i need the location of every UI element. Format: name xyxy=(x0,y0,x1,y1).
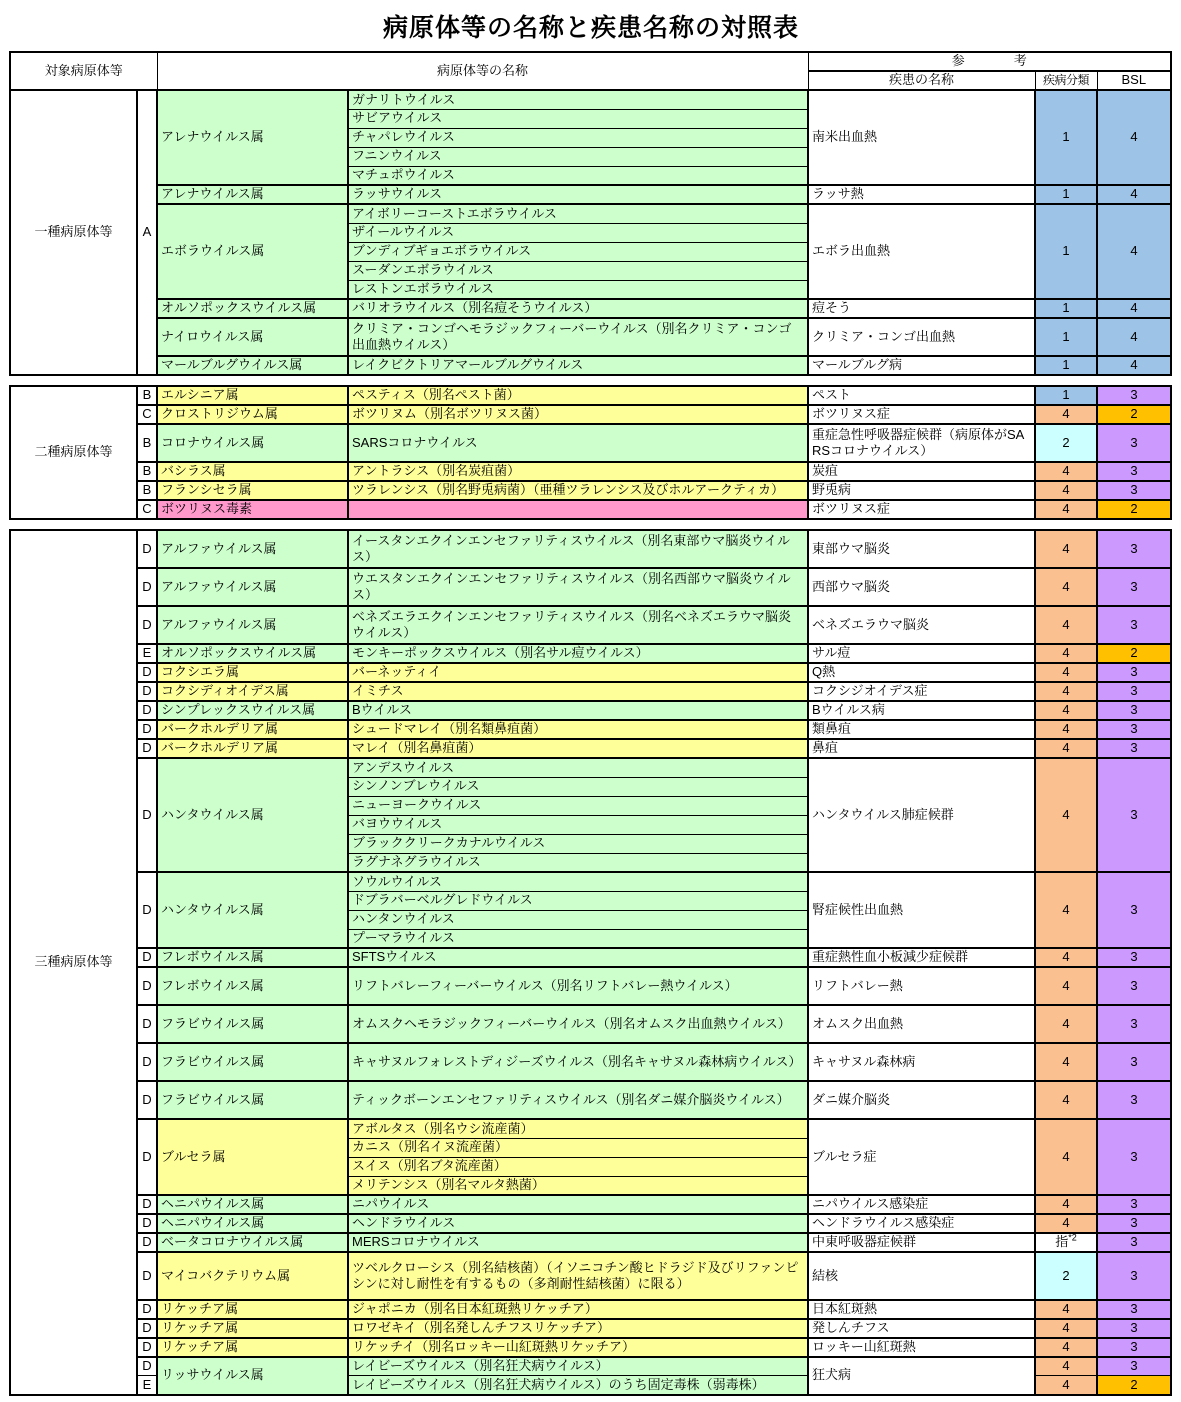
species-cell: ティックボーンエンセファリティスウイルス（別名ダニ媒介脳炎ウイルス） xyxy=(348,1081,808,1119)
header-reference: 参 考 xyxy=(808,52,1171,71)
disease-cell: Bウイルス病 xyxy=(808,701,1035,720)
letter-cell: D xyxy=(137,739,157,758)
header-pathogen-name: 病原体等の名称 xyxy=(157,52,808,90)
species-cell: アントラシス（別名炭疽菌） xyxy=(348,462,808,481)
letter-cell: D xyxy=(137,530,157,568)
class-cell: 4 xyxy=(1035,948,1097,967)
species-cell: ツラレンシス（別名野兎病菌）（亜種ツラレンシス及びホルアークティカ） xyxy=(348,481,808,500)
bsl-cell: 3 xyxy=(1097,739,1171,758)
species-cell: フニンウイルス xyxy=(348,147,808,166)
species-cell: アイボリーコーストエボラウイルス xyxy=(348,204,808,223)
bsl-cell: 3 xyxy=(1097,1338,1171,1357)
species-cell: メリテンシス（別名マルタ熱菌） xyxy=(348,1176,808,1195)
section-label: 三種病原体等 xyxy=(10,530,137,1395)
species-cell: ソウルウイルス xyxy=(348,872,808,891)
genus-cell: ヘニパウイルス属 xyxy=(157,1214,348,1233)
letter-cell: D xyxy=(137,758,157,872)
bsl-cell: 3 xyxy=(1097,1233,1171,1252)
disease-cell: 腎症候性出血熱 xyxy=(808,872,1035,948)
species-cell: ザイールウイルス xyxy=(348,223,808,242)
main-table-section-3 xyxy=(9,529,1172,1396)
species-cell: レイビーズウイルス（別名狂犬病ウイルス） xyxy=(348,1357,808,1376)
class-cell: 4 xyxy=(1035,481,1097,500)
main-table-section-2 xyxy=(9,385,1172,520)
class-cell: 4 xyxy=(1035,1005,1097,1043)
letter-cell: D xyxy=(137,872,157,948)
species-cell: ロワゼキイ（別名発しんチフスリケッチア） xyxy=(348,1319,808,1338)
letter-cell: D xyxy=(137,663,157,682)
disease-cell: サル痘 xyxy=(808,644,1035,663)
bsl-cell: 3 xyxy=(1097,967,1171,1005)
genus-cell: マイコバクテリウム属 xyxy=(157,1252,348,1300)
species-cell: レイクビクトリアマールブルグウイルス xyxy=(348,356,808,375)
genus-cell: リケッチア属 xyxy=(157,1319,348,1338)
disease-cell: ダニ媒介脳炎 xyxy=(808,1081,1035,1119)
species-cell: ニパウイルス xyxy=(348,1195,808,1214)
genus-cell: コクシエラ属 xyxy=(157,663,348,682)
letter-cell: D xyxy=(137,720,157,739)
bsl-cell: 3 xyxy=(1097,462,1171,481)
bsl-cell: 3 xyxy=(1097,663,1171,682)
genus-cell: フラビウイルス属 xyxy=(157,1081,348,1119)
genus-cell: コクシディオイデス属 xyxy=(157,682,348,701)
bsl-cell: 3 xyxy=(1097,1357,1171,1376)
letter-cell: B xyxy=(137,424,157,462)
class-cell: 4 xyxy=(1035,1338,1097,1357)
class-cell: 1 xyxy=(1035,185,1097,204)
disease-cell: リフトバレー熱 xyxy=(808,967,1035,1005)
genus-cell: リケッチア属 xyxy=(157,1300,348,1319)
letter-cell: D xyxy=(137,1338,157,1357)
bsl-cell: 4 xyxy=(1097,299,1171,318)
disease-cell: マールブルグ病 xyxy=(808,356,1035,375)
species-cell: ドブラバーベルグレドウイルス xyxy=(348,891,808,910)
genus-cell: ヘニパウイルス属 xyxy=(157,1195,348,1214)
class-cell: 1 xyxy=(1035,318,1097,356)
bsl-cell: 3 xyxy=(1097,1300,1171,1319)
disease-cell: ロッキー山紅斑熱 xyxy=(808,1338,1035,1357)
class-cell: 4 xyxy=(1035,1119,1097,1195)
species-cell: MERSコロナウイルス xyxy=(348,1233,808,1252)
species-cell: レイビーズウイルス（別名狂犬病ウイルス）のうち固定毒株（弱毒株） xyxy=(348,1376,808,1395)
bsl-cell: 4 xyxy=(1097,204,1171,299)
genus-cell: オルソポックスウイルス属 xyxy=(157,644,348,663)
class-cell: 4 xyxy=(1035,1043,1097,1081)
class-cell: 4 xyxy=(1035,701,1097,720)
species-cell: バリオラウイルス（別名痘そうウイルス） xyxy=(348,299,808,318)
species-cell: ブンディブギョエボラウイルス xyxy=(348,242,808,261)
species-cell: ハンタンウイルス xyxy=(348,910,808,929)
genus-cell: マールブルグウイルス属 xyxy=(157,356,348,375)
species-cell: バヨウウイルス xyxy=(348,815,808,834)
disease-cell: 重症急性呼吸器症候群（病原体がSARSコロナウイルス） xyxy=(808,424,1035,462)
disease-cell: オムスク出血熱 xyxy=(808,1005,1035,1043)
disease-cell: ベネズエラウマ脳炎 xyxy=(808,606,1035,644)
class-cell: 4 xyxy=(1035,720,1097,739)
class-cell: 4 xyxy=(1035,500,1097,519)
disease-cell: コクシジオイデス症 xyxy=(808,682,1035,701)
species-cell: ラッサウイルス xyxy=(348,185,808,204)
section-label: 一種病原体等 xyxy=(10,90,137,375)
genus-cell: ナイロウイルス属 xyxy=(157,318,348,356)
letter-cell: D xyxy=(137,1081,157,1119)
bsl-cell: 4 xyxy=(1097,90,1171,185)
species-cell: リフトバレーフィーバーウイルス（別名リフトバレー熱ウイルス） xyxy=(348,967,808,1005)
disease-cell: キャサヌル森林病 xyxy=(808,1043,1035,1081)
species-cell: オムスクヘモラジックフィーバーウイルス（別名オムスク出血熱ウイルス） xyxy=(348,1005,808,1043)
class-cell: 2 xyxy=(1035,424,1097,462)
disease-cell: 重症熱性血小板減少症候群 xyxy=(808,948,1035,967)
species-cell: マチュポウイルス xyxy=(348,166,808,185)
species-cell: ガナリトウイルス xyxy=(348,90,808,109)
class-cell: 2 xyxy=(1035,1252,1097,1300)
genus-cell: ボツリヌス毒素 xyxy=(157,500,348,519)
section-body-1 xyxy=(10,90,1171,375)
species-cell: ヘンドラウイルス xyxy=(348,1214,808,1233)
letter-cell: D xyxy=(137,682,157,701)
disease-cell: 東部ウマ脳炎 xyxy=(808,530,1035,568)
letter-cell: D xyxy=(137,1357,157,1376)
species-cell: リケッチイ（別名ロッキー山紅斑熱リケッチア） xyxy=(348,1338,808,1357)
genus-cell: アルファウイルス属 xyxy=(157,606,348,644)
species-cell: クリミア・コンゴヘモラジックフィーバーウイルス（別名クリミア・コンゴ出血熱ウイルス） xyxy=(348,318,808,356)
species-cell: ラグナネグラウイルス xyxy=(348,853,808,872)
class-cell: 4 xyxy=(1035,758,1097,872)
section-body-3 xyxy=(10,530,1171,1395)
genus-cell: オルソポックスウイルス属 xyxy=(157,299,348,318)
letter-cell: D xyxy=(137,1319,157,1338)
disease-cell: 炭疽 xyxy=(808,462,1035,481)
bsl-cell: 3 xyxy=(1097,568,1171,606)
class-cell: 1 xyxy=(1035,386,1097,405)
species-cell: ボツリヌム（別名ボツリヌス菌） xyxy=(348,405,808,424)
class-cell: 4 xyxy=(1035,682,1097,701)
bsl-cell: 2 xyxy=(1097,644,1171,663)
class-cell: 4 xyxy=(1035,1081,1097,1119)
bsl-cell: 3 xyxy=(1097,1119,1171,1195)
genus-cell: フラビウイルス属 xyxy=(157,1043,348,1081)
species-cell: ジャポニカ（別名日本紅斑熱リケッチア） xyxy=(348,1300,808,1319)
letter-cell: C xyxy=(137,500,157,519)
class-cell: 4 xyxy=(1035,1357,1097,1376)
class-cell: 4 xyxy=(1035,739,1097,758)
disease-cell: 野兎病 xyxy=(808,481,1035,500)
class-cell: 4 xyxy=(1035,1214,1097,1233)
bsl-cell: 3 xyxy=(1097,1252,1171,1300)
bsl-cell: 3 xyxy=(1097,1319,1171,1338)
species-cell: Bウイルス xyxy=(348,701,808,720)
letter-cell: C xyxy=(137,405,157,424)
disease-cell: Q熱 xyxy=(808,663,1035,682)
class-cell: 4 xyxy=(1035,1376,1097,1395)
class-cell: 4 xyxy=(1035,872,1097,948)
letter-cell: E xyxy=(137,1376,157,1395)
species-cell: SARSコロナウイルス xyxy=(348,424,808,462)
species-cell: サビアウイルス xyxy=(348,109,808,128)
genus-cell: アレナウイルス属 xyxy=(157,90,348,185)
bsl-cell: 3 xyxy=(1097,682,1171,701)
bsl-cell: 4 xyxy=(1097,185,1171,204)
letter-cell: B xyxy=(137,462,157,481)
disease-cell: 鼻疽 xyxy=(808,739,1035,758)
bsl-cell: 3 xyxy=(1097,701,1171,720)
disease-cell: クリミア・コンゴ出血熱 xyxy=(808,318,1035,356)
species-cell: ペスティス（別名ペスト菌） xyxy=(348,386,808,405)
disease-cell: 狂犬病 xyxy=(808,1357,1035,1395)
header-target-pathogen: 対象病原体等 xyxy=(10,52,157,90)
letter-cell: D xyxy=(137,1005,157,1043)
disease-cell: ペスト xyxy=(808,386,1035,405)
class-cell: 4 xyxy=(1035,967,1097,1005)
genus-cell: アルファウイルス属 xyxy=(157,530,348,568)
genus-cell: ハンタウイルス属 xyxy=(157,872,348,948)
disease-cell: エボラ出血熱 xyxy=(808,204,1035,299)
class-cell: 1 xyxy=(1035,90,1097,185)
species-cell: バーネッティイ xyxy=(348,663,808,682)
class-cell: 4 xyxy=(1035,644,1097,663)
main-table-section-1 xyxy=(9,51,1172,376)
bsl-cell: 3 xyxy=(1097,481,1171,500)
letter-cell: D xyxy=(137,967,157,1005)
class-cell: 1 xyxy=(1035,204,1097,299)
disease-cell: 日本紅斑熱 xyxy=(808,1300,1035,1319)
disease-cell: 発しんチフス xyxy=(808,1319,1035,1338)
disease-cell: ボツリヌス症 xyxy=(808,405,1035,424)
disease-cell: ブルセラ症 xyxy=(808,1119,1035,1195)
species-cell: アンデスウイルス xyxy=(348,758,808,777)
disease-cell: 中東呼吸器症候群 xyxy=(808,1233,1035,1252)
bsl-cell: 3 xyxy=(1097,1214,1171,1233)
disease-cell: 痘そう xyxy=(808,299,1035,318)
disease-cell: 類鼻疽 xyxy=(808,720,1035,739)
genus-cell: リッサウイルス属 xyxy=(157,1357,348,1395)
class-cell: 4 xyxy=(1035,1319,1097,1338)
letter-cell: B xyxy=(137,481,157,500)
species-cell: レストンエボラウイルス xyxy=(348,280,808,299)
disease-cell: 結核 xyxy=(808,1252,1035,1300)
letter-cell: D xyxy=(137,1119,157,1195)
bsl-cell: 3 xyxy=(1097,606,1171,644)
species-cell: カニス（別名イヌ流産菌） xyxy=(348,1138,808,1157)
species-cell xyxy=(348,500,808,519)
letter-cell: A xyxy=(137,90,157,375)
letter-cell: D xyxy=(137,1233,157,1252)
letter-cell: E xyxy=(137,644,157,663)
section-body-2 xyxy=(10,386,1171,519)
bsl-cell: 3 xyxy=(1097,948,1171,967)
letter-cell: D xyxy=(137,1214,157,1233)
disease-cell: ハンタウイルス肺症候群 xyxy=(808,758,1035,872)
genus-cell: バークホルデリア属 xyxy=(157,739,348,758)
genus-cell: リケッチア属 xyxy=(157,1338,348,1357)
bsl-cell: 3 xyxy=(1097,758,1171,872)
genus-cell: フランシセラ属 xyxy=(157,481,348,500)
genus-cell: フレボウイルス属 xyxy=(157,967,348,1005)
genus-cell: コロナウイルス属 xyxy=(157,424,348,462)
class-cell: 4 xyxy=(1035,1195,1097,1214)
genus-cell: バシラス属 xyxy=(157,462,348,481)
bsl-cell: 3 xyxy=(1097,1195,1171,1214)
class-cell: 指$^{*2}$ xyxy=(1035,1233,1097,1252)
section-label: 二種病原体等 xyxy=(10,386,137,519)
species-cell: イミチス xyxy=(348,682,808,701)
genus-cell: ブルセラ属 xyxy=(157,1119,348,1195)
species-cell: マレイ（別名鼻疽菌） xyxy=(348,739,808,758)
species-cell: ベネズエラエクインエンセファリティスウイルス（別名ベネズエラウマ脳炎ウイルス） xyxy=(348,606,808,644)
species-cell: シンノンブレウイルス xyxy=(348,777,808,796)
letter-cell: D xyxy=(137,1252,157,1300)
species-cell: モンキーポックスウイルス（別名サル痘ウイルス） xyxy=(348,644,808,663)
header-disease-name: 疾患の名称 xyxy=(808,71,1035,90)
species-cell: スーダンエボラウイルス xyxy=(348,261,808,280)
genus-cell: ベータコロナウイルス属 xyxy=(157,1233,348,1252)
disease-cell: ニパウイルス感染症 xyxy=(808,1195,1035,1214)
genus-cell: バークホルデリア属 xyxy=(157,720,348,739)
table-header xyxy=(10,52,1171,90)
species-cell: イースタンエクインエンセファリティスウイルス（別名東部ウマ脳炎ウイルス） xyxy=(348,530,808,568)
genus-cell: フレボウイルス属 xyxy=(157,948,348,967)
class-cell: 4 xyxy=(1035,1300,1097,1319)
class-cell: 1 xyxy=(1035,356,1097,375)
species-cell: キャサヌルフォレストディジーズウイルス（別名キャサヌル森林病ウイルス） xyxy=(348,1043,808,1081)
bsl-cell: 2 xyxy=(1097,405,1171,424)
letter-cell: D xyxy=(137,948,157,967)
class-cell: 4 xyxy=(1035,568,1097,606)
species-cell: プーマラウイルス xyxy=(348,929,808,948)
letter-cell: D xyxy=(137,568,157,606)
letter-cell: B xyxy=(137,386,157,405)
class-cell: 4 xyxy=(1035,405,1097,424)
species-cell: スイス（別名ブタ流産菌） xyxy=(348,1157,808,1176)
bsl-cell: 3 xyxy=(1097,720,1171,739)
bsl-cell: 2 xyxy=(1097,500,1171,519)
genus-cell: エルシニア属 xyxy=(157,386,348,405)
genus-cell: ハンタウイルス属 xyxy=(157,758,348,872)
header-bsl: BSL xyxy=(1097,71,1171,90)
class-cell: 4 xyxy=(1035,606,1097,644)
bsl-cell: 3 xyxy=(1097,1043,1171,1081)
letter-cell: D xyxy=(137,606,157,644)
species-cell: チャパレウイルス xyxy=(348,128,808,147)
disease-cell: 南米出血熱 xyxy=(808,90,1035,185)
species-cell: ウエスタンエクインエンセファリティスウイルス（別名西部ウマ脳炎ウイルス） xyxy=(348,568,808,606)
header-disease-class: 疾病分類 xyxy=(1035,71,1097,90)
species-cell: SFTSウイルス xyxy=(348,948,808,967)
class-cell: 4 xyxy=(1035,462,1097,481)
letter-cell: D xyxy=(137,1043,157,1081)
class-cell: 4 xyxy=(1035,663,1097,682)
bsl-cell: 4 xyxy=(1097,356,1171,375)
disease-cell: ラッサ熱 xyxy=(808,185,1035,204)
bsl-cell: 3 xyxy=(1097,386,1171,405)
disease-cell: ヘンドラウイルス感染症 xyxy=(808,1214,1035,1233)
bsl-cell: 4 xyxy=(1097,318,1171,356)
species-cell: ブラッククリークカナルウイルス xyxy=(348,834,808,853)
species-cell: シュードマレイ（別名類鼻疽菌） xyxy=(348,720,808,739)
genus-cell: アルファウイルス属 xyxy=(157,568,348,606)
bsl-cell: 3 xyxy=(1097,872,1171,948)
letter-cell: D xyxy=(137,701,157,720)
bsl-cell: 3 xyxy=(1097,1005,1171,1043)
genus-cell: アレナウイルス属 xyxy=(157,185,348,204)
letter-cell: D xyxy=(137,1195,157,1214)
genus-cell: エボラウイルス属 xyxy=(157,204,348,299)
species-cell: アボルタス（別名ウシ流産菌） xyxy=(348,1119,808,1138)
genus-cell: クロストリジウム属 xyxy=(157,405,348,424)
letter-cell: D xyxy=(137,1300,157,1319)
species-cell: ツベルクローシス（別名結核菌）（イソニコチン酸ヒドラジド及びリファンピシンに対し耐性を有するもの（多剤耐性結核菌）に限る） xyxy=(348,1252,808,1300)
disease-cell: 西部ウマ脳炎 xyxy=(808,568,1035,606)
bsl-cell: 3 xyxy=(1097,530,1171,568)
genus-cell: シンプレックスウイルス属 xyxy=(157,701,348,720)
species-cell: ニューヨークウイルス xyxy=(348,796,808,815)
class-cell: 1 xyxy=(1035,299,1097,318)
bsl-cell: 3 xyxy=(1097,424,1171,462)
bsl-cell: 2 xyxy=(1097,1376,1171,1395)
page-title: 病原体等の名称と疾患名称の対照表 xyxy=(382,14,799,42)
genus-cell: フラビウイルス属 xyxy=(157,1005,348,1043)
disease-cell: ボツリヌス症 xyxy=(808,500,1035,519)
class-cell: 4 xyxy=(1035,530,1097,568)
bsl-cell: 3 xyxy=(1097,1081,1171,1119)
